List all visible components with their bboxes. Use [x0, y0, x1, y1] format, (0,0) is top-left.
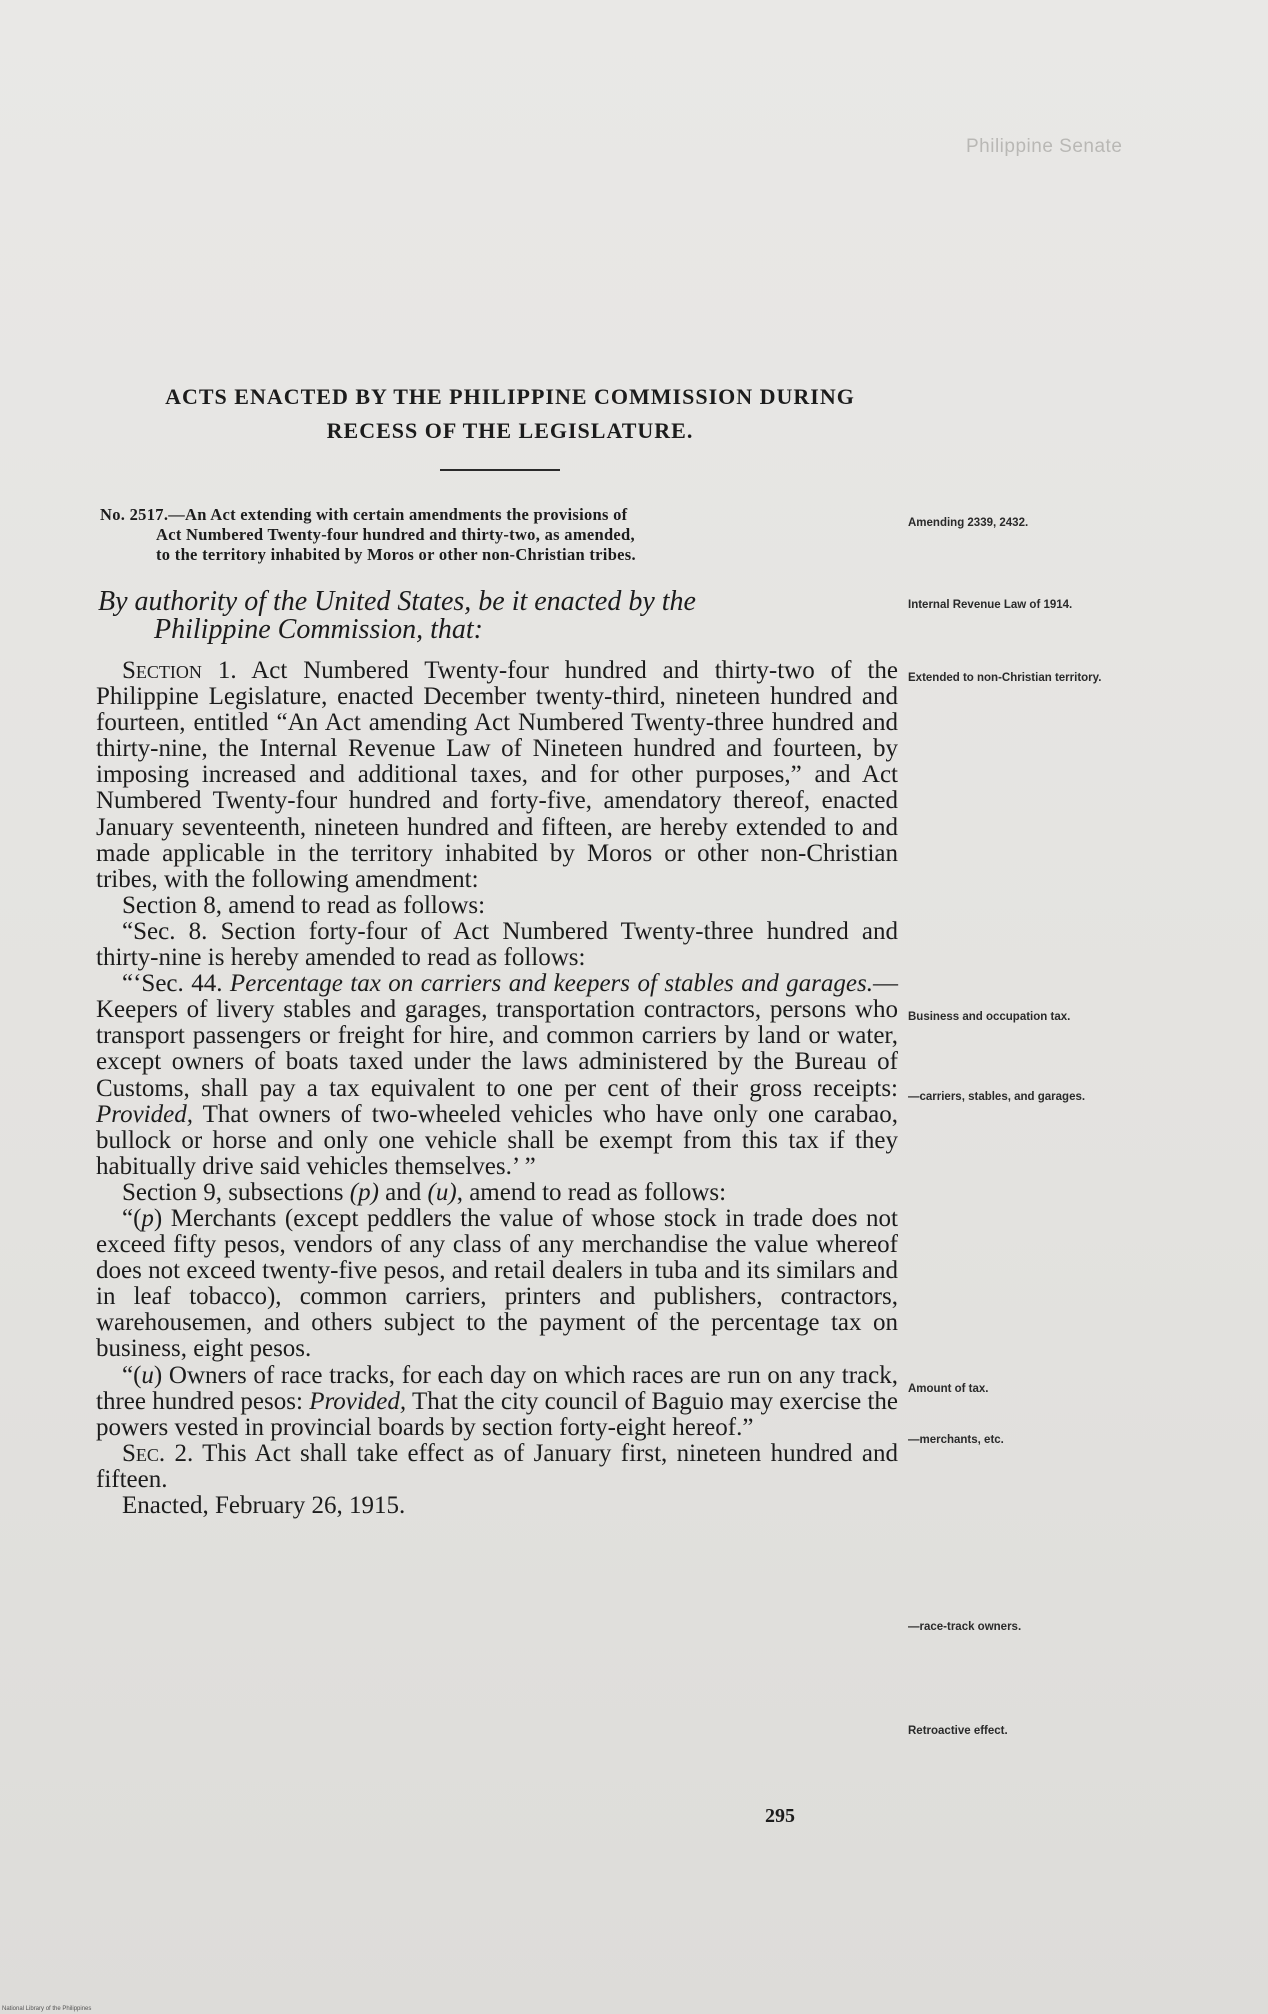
section-1-text: Act Numbered Twenty-four hundred and thirty-two of the Philippine Legislature, enacted December twenty-third, nineteen hundred and fourteen, entitled “An Act amending Act Numbered Twenty-three hundred and thirty-nine, the Internal Revenue Law of Nineteen hundred and fourteen, by imposing increased and additional taxes, and for other purposes,” and Act Numbered Twenty-four hundred and forty-five, amendatory thereof, enacted January seventeenth, nineteen hundred and fifteen, are hereby extended to and made applicable in the territory inhabited by Moros or other non-Christian tribes, with the following amendment: [96, 657, 898, 893]
margin-note-retroactive: Retroactive effect. [908, 1725, 1008, 1737]
act-title-line-2: Act Numbered Twenty-four hundred and thirty-two, as amended, [156, 525, 635, 544]
enacted-date: Enacted, February 26, 1915. [122, 1492, 406, 1519]
section-9-intro [96, 1180, 898, 1206]
section-8-intro: Section 8, amend to read as follows: [122, 891, 486, 919]
scan-footer: National Library of the Philippines [2, 2006, 92, 2012]
section-9-text-a: Section 9, subsections [122, 1178, 344, 1206]
enacting-clause [98, 588, 908, 644]
subsection-u-open: “( [122, 1361, 142, 1389]
section-9-u: (u) [427, 1178, 457, 1206]
heading-line-1: ACTS ENACTED BY THE PHILIPPINE COMMISSION DURING [165, 384, 855, 409]
heading-line-2: RECESS OF THE LEGISLATURE. [326, 418, 694, 443]
act-body [96, 658, 898, 1519]
margin-note-merchants: —merchants, etc. [908, 1434, 1004, 1446]
section-9-text-b: , amend to read as follows: [456, 1178, 727, 1206]
subsection-p [96, 1206, 898, 1363]
heading-divider [440, 469, 560, 471]
subsection-u-text-b: That the city council of Baguio may exercise the powers vested in provincial boards by section forty-eight hereof.” [96, 1387, 898, 1441]
margin-note-business-tax: Business and occupation tax. [908, 1011, 1071, 1023]
subsection-p-open: “( [122, 1204, 142, 1232]
archive-stamp: Philippine Senate [966, 136, 1123, 157]
section-9-and: and [385, 1178, 422, 1206]
enacting-line-1: By authority of the United States, be it enacted by the [98, 586, 696, 617]
section-44-text-b: That owners of two-wheeled vehicles who have only one carabao, bullock or horse and only one vehicle shall be exempt from this tax if they habitually drive said vehicles themselves.’ ” [96, 1100, 898, 1180]
section-44-heading: Percentage tax on carriers and keepers of stables and garages. [229, 970, 873, 998]
act-title [100, 505, 900, 565]
subsection-p-text: ) Merchants (except peddlers the value of whose stock in trade does not exceed fifty pesos, vendors of any class of any merchandise the value whereof does not exceed twenty-five pesos, and retail dealers in tuba and its similars and in leaf tobacco), common carriers, printers and publishers, contractors, warehousemen, and others subject to the payment of the percentage tax on business, eight pesos. [96, 1204, 898, 1363]
section-2-lead: Sec. 2. [122, 1439, 194, 1467]
page-heading [100, 380, 920, 448]
section-8-text: Section forty-four of Act Numbered Twenty-three hundred and thirty-nine is hereby amended to read as follows: [96, 917, 898, 972]
section-1-lead: Section 1. [122, 657, 237, 684]
section-2 [96, 1441, 898, 1493]
section-8-open: “Sec. 8. [122, 917, 208, 945]
subsection-u-text-a: ) Owners of race tracks, for each day on which races are run on any track, three hundred pesos: [96, 1361, 898, 1415]
margin-note-amending: Amending 2339, 2432. [908, 517, 1029, 529]
section-44-text-a: —Keepers of livery stables and garages, transportation contractors, persons who transport passengers or freight for hire, and common carriers by land or water, except owners of boats taxed under the laws administered by the Bureau of Customs, shall pay a tax equivalent to one per cent of their gross receipts: [96, 970, 898, 1102]
section-1 [96, 658, 898, 893]
section-8-amendment [96, 919, 898, 971]
margin-note-amount-of-tax: Amount of tax. [908, 1383, 989, 1395]
margin-note-race-track: —race-track owners. [908, 1621, 1022, 1633]
subsection-u [96, 1363, 898, 1441]
section-44 [96, 971, 898, 1180]
act-title-line-3: to the territory inhabited by Moros or other non-Christian tribes. [156, 545, 636, 564]
margin-note-extended: Extended to non-Christian territory. [908, 672, 1102, 684]
margin-note-carriers: —carriers, stables, and garages. [908, 1091, 1086, 1103]
margin-note-internal-revenue: Internal Revenue Law of 1914. [908, 599, 1073, 611]
subsection-u-provided: Provided, [309, 1387, 407, 1415]
enacting-line-2: Philippine Commission, that: [154, 614, 483, 645]
act-title-line-1: No. 2517.—An Act extending with certain amendments the provisions of [100, 505, 628, 524]
section-2-text: This Act shall take effect as of January first, nineteen hundred and fifteen. [96, 1439, 898, 1493]
section-44-provided: Provided, [96, 1100, 193, 1128]
section-44-open: “‘Sec. 44. [122, 970, 223, 998]
page-number: 295 [765, 1805, 795, 1827]
subsection-p-letter: p [141, 1204, 154, 1232]
subsection-u-letter: u [141, 1361, 154, 1389]
section-9-p: (p) [349, 1178, 379, 1206]
